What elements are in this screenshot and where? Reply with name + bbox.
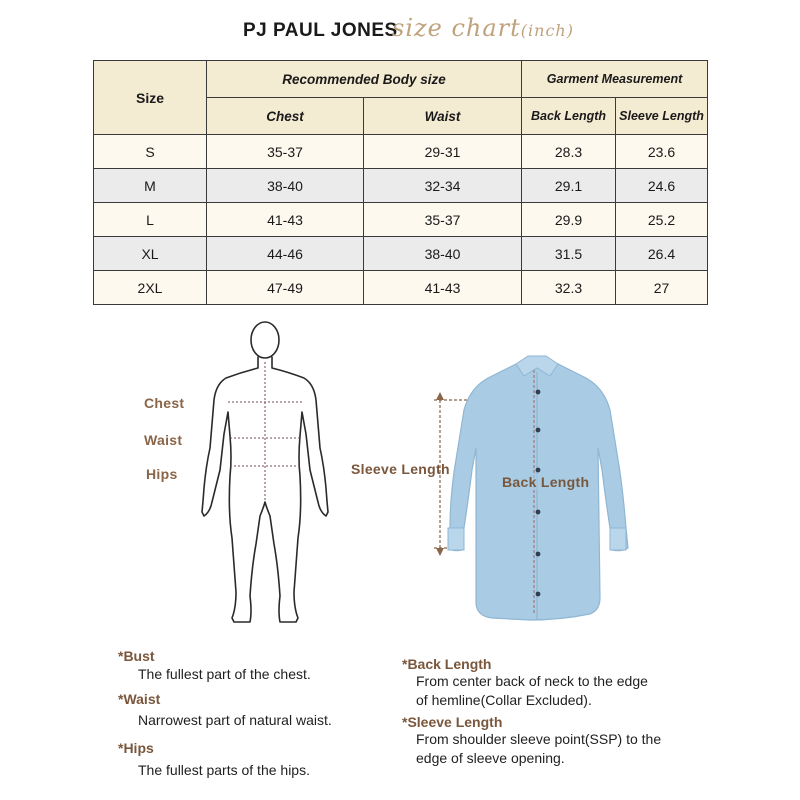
garment-notes [402,656,732,768]
table-row [94,135,708,169]
body-notes [118,648,388,780]
brand-name: PJ PAUL JONES [243,20,398,41]
back-length-cell: 32.3 [522,271,616,305]
back-length-cell: 29.9 [522,203,616,237]
chart-title [0,12,800,52]
sleeve-length-header: Sleeve Length [616,98,708,135]
table-row [94,237,708,271]
back-length-cell: 29.1 [522,169,616,203]
sleeve-length-note-title: *Sleeve Length [402,714,503,730]
back-length-note-text-2: of hemline(Collar Excluded). [416,692,592,708]
table-row [94,169,708,203]
sleeve-length-cell: 25.2 [616,203,708,237]
size-cell: 2XL [94,271,207,305]
body-outline-figure [190,316,340,634]
back-length-cell: 31.5 [522,237,616,271]
waist-cell: 41-43 [364,271,522,305]
bust-note-title: *Bust [118,648,155,664]
waist-note-title: *Waist [118,691,161,707]
chest-label: Chest [144,395,185,411]
sleeve-length-cell: 26.4 [616,237,708,271]
shirt-figure [430,352,660,638]
sleeve-length-note-text-1: From shoulder sleeve point(SSP) to the [416,731,662,747]
back-length-note-title: *Back Length [402,656,492,672]
subtitle-text: size chart [392,14,521,42]
hips-label: Hips [146,466,178,482]
unit-text: (inch) [520,21,574,40]
waist-cell: 29-31 [364,135,522,169]
chest-cell: 35-37 [207,135,364,169]
hips-note-title: *Hips [118,740,154,756]
size-cell: L [94,203,207,237]
size-cell: S [94,135,207,169]
chest-cell: 47-49 [207,271,364,305]
sleeve-length-cell: 24.6 [616,169,708,203]
recommended-body-size-header: Recommended Body size [207,61,522,98]
size-chart-subtitle [392,14,574,42]
garment-measurement-header: Garment Measurement [522,61,708,98]
waist-note-text: Narrowest part of natural waist. [138,712,332,728]
waist-cell: 32-34 [364,169,522,203]
bust-note-text: The fullest part of the chest. [138,666,311,682]
table-row [94,271,708,305]
chest-cell: 41-43 [207,203,364,237]
sleeve-length-note-text-2: edge of sleeve opening. [416,750,565,766]
waist-header: Waist [364,98,522,135]
chest-cell: 38-40 [207,169,364,203]
sleeve-length-cell: 23.6 [616,135,708,169]
size-cell: M [94,169,207,203]
back-length-cell: 28.3 [522,135,616,169]
size-table [93,60,708,305]
back-length-note-text-1: From center back of neck to the edge [416,673,648,689]
waist-cell: 35-37 [364,203,522,237]
hips-note-text: The fullest parts of the hips. [138,762,310,778]
back-length-header: Back Length [522,98,616,135]
table-row [94,203,708,237]
sleeve-length-cell: 27 [616,271,708,305]
size-header: Size [94,61,207,135]
size-cell: XL [94,237,207,271]
waist-cell: 38-40 [364,237,522,271]
chest-header: Chest [207,98,364,135]
sleeve-length-label: Sleeve Length [351,461,450,477]
waist-label: Waist [144,432,183,448]
back-length-label: Back Length [502,474,590,490]
chest-cell: 44-46 [207,237,364,271]
